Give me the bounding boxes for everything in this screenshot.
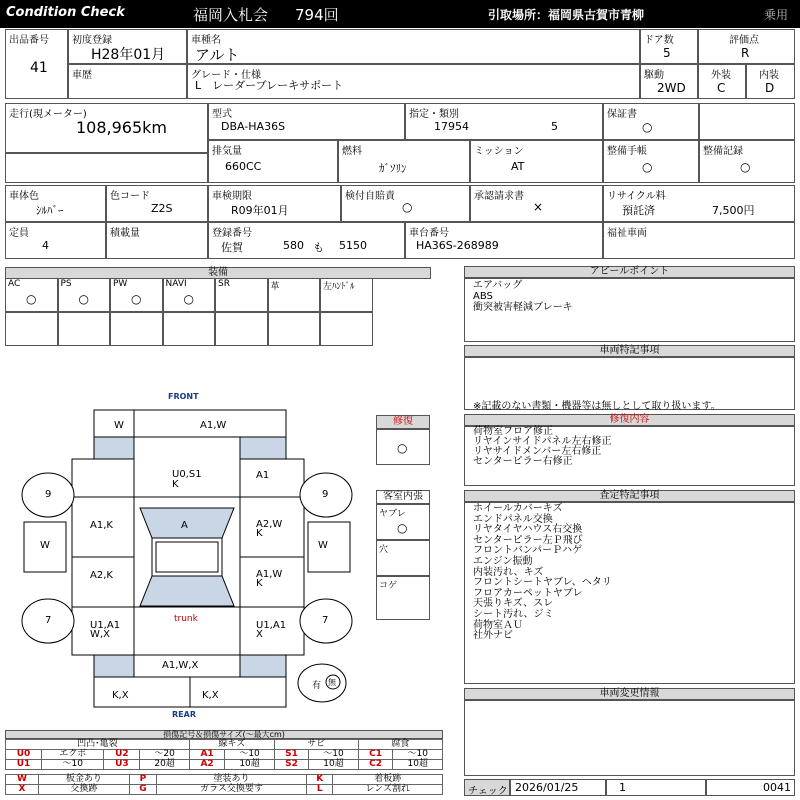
front-label: FRONT: [168, 392, 199, 401]
approval-cell: [470, 185, 603, 222]
color-cell: [5, 185, 106, 222]
door-fr-code: A2,W K: [256, 519, 283, 539]
check-label-cell: [464, 779, 510, 796]
plate-region: 佐賀: [221, 241, 243, 254]
legend-cell: L: [306, 785, 333, 795]
equipment-extra-cell: [110, 312, 163, 346]
appeal-line: 衝突被害軽減ブレーキ: [473, 302, 573, 313]
approval-value: ×: [533, 200, 544, 214]
score-cell: [698, 29, 795, 64]
change-box: [464, 700, 795, 776]
repair-line: リヤインサイドパネル左右修正: [473, 436, 612, 447]
legend-cell: X: [6, 785, 39, 795]
legend-header-scratch: 線キズ: [189, 740, 274, 750]
class-value: 5: [551, 120, 558, 133]
check-date-cell: [510, 779, 606, 796]
repair-flag-box: [376, 429, 430, 465]
drive-value: 2WD: [657, 81, 686, 95]
tire-fl-code: 9: [45, 489, 52, 500]
legend-cell: 20超: [140, 760, 189, 770]
equipment-title: 装備: [5, 267, 431, 279]
inspection-value: R09年01月: [231, 204, 289, 217]
header-bar: [0, 0, 800, 28]
legend-cell: 塗装あり: [157, 775, 307, 785]
mission-label: ミッション: [474, 146, 524, 157]
model-name-cell: [187, 29, 640, 64]
first-reg-value: H28年01月: [91, 47, 166, 63]
note-line: 社外ナビ: [473, 630, 513, 642]
manual-cell: [603, 140, 699, 183]
history-label: 車歴: [72, 70, 92, 81]
repair-line: 荷物室フロア修正: [473, 426, 553, 437]
color-value: ｼﾙﾊﾞｰ: [36, 204, 64, 217]
legend-cell: レンズ割れ: [333, 785, 443, 795]
record-value: ○: [740, 160, 751, 174]
auction-lot: 794回: [295, 6, 339, 24]
doors-label: ドア数: [644, 35, 674, 46]
special-box: [464, 357, 795, 410]
inspection-label: 車検期限: [212, 191, 252, 202]
equipment-item-value: ○: [131, 292, 142, 306]
record-label: 整備記録: [703, 146, 743, 157]
repair-line: リヤサイドメンバー左右修正: [473, 446, 602, 457]
door-rr-code: A1,W K: [256, 569, 283, 589]
front-bumper-code: A1,W: [200, 420, 227, 431]
recycle-status: 預託済: [622, 204, 655, 217]
legend-cell: 〜20: [140, 750, 189, 760]
plate-label: 登録番号: [212, 228, 252, 239]
equipment-item-value: ○: [183, 292, 194, 306]
first-reg-cell: [68, 29, 187, 64]
type-cell: [208, 103, 405, 140]
color-code-value: Z2S: [151, 202, 173, 215]
legend-cell: K: [306, 775, 333, 785]
grade-label: グレード・仕様: [191, 70, 261, 81]
auction-name: 福岡入札会: [193, 6, 269, 24]
equipment-item: [110, 278, 163, 312]
fuel-cell: [338, 140, 470, 183]
lot-cell: [5, 29, 68, 99]
legend-cell: W: [6, 775, 39, 785]
grade-cell: [187, 64, 640, 99]
equipment-extra-cell: [268, 312, 321, 346]
legend-cell: 交換跡: [39, 785, 130, 795]
mileage-value: 108,965km: [76, 118, 168, 137]
legend-cell: G: [129, 785, 156, 795]
legend-cell: 着板跡: [333, 775, 443, 785]
note-line: 荷物室ＡＵ: [473, 619, 523, 631]
equipment-extra-cell: [163, 312, 216, 346]
chassis-cell: [405, 222, 603, 259]
equipment-item-label: 革: [270, 282, 280, 292]
tax-value: ○: [402, 200, 413, 214]
load-cell: [106, 222, 208, 259]
legend-cell: 板金あり: [39, 775, 130, 785]
capacity-cell: [5, 222, 106, 259]
fender-right-code: A1: [256, 470, 270, 481]
record-cell: [699, 140, 795, 183]
spare-code: 有: [312, 681, 322, 691]
legend-cell: 10超: [309, 760, 358, 770]
special-note: ※記載のない書類・機器等は無しとして取り扱います。: [473, 401, 721, 412]
load-label: 積載量: [110, 228, 140, 239]
grade-value: L レーダーブレーキサポート: [195, 79, 344, 92]
check-date: 2026/01/25: [515, 781, 579, 794]
special-title: 車両特記事項: [464, 345, 795, 357]
legend-cell: 〜10: [42, 760, 104, 770]
equipment-extra-cell: [58, 312, 111, 346]
exterior-cell: [698, 64, 746, 99]
legend-cell: C2: [358, 760, 393, 770]
note-line: フロントバンパーＰハゲ: [473, 545, 583, 557]
rear-label: REAR: [172, 710, 196, 719]
legend-cell: 10超: [225, 760, 274, 770]
equipment-item: [320, 278, 373, 312]
interior-row-1: [376, 504, 430, 540]
legend-header-dent: 凹凸･亀裂: [6, 740, 190, 750]
check-count-cell: [606, 779, 706, 796]
designation-label: 指定・類別: [409, 109, 459, 120]
interior-row-1-label: ヤブレ: [379, 509, 406, 519]
note-line: センターピラー左Ｐ飛び: [473, 534, 583, 546]
appeal-title: アピールポイント: [464, 266, 795, 278]
chassis-value: HA36S-268989: [416, 239, 499, 252]
note-line: シート汚れ、ジミ: [473, 608, 554, 620]
interior-row-3-label: コゲ: [379, 581, 398, 591]
door-fl-code: A1,K: [90, 520, 113, 531]
type-label: 型式: [212, 109, 232, 120]
drive-label: 駆動: [644, 70, 664, 81]
appeal-box: [464, 278, 795, 342]
plate-number: 5150: [339, 239, 367, 252]
color-code-cell: [106, 185, 208, 222]
car-diagram: [0, 400, 380, 720]
repair-line: センターピラー右修正: [473, 456, 573, 467]
legend-header-corrosion: 腐食: [358, 740, 442, 750]
note-line: ホイールカバーキズ: [473, 503, 563, 514]
equipment-extra-cell: [215, 312, 268, 346]
equipment-item-label: PW: [113, 279, 128, 289]
interior-row-2-label: 穴: [379, 545, 389, 555]
legend-cell: U3: [104, 760, 140, 770]
appeal-line: エアバッグ: [473, 280, 523, 291]
chassis-label: 車台番号: [409, 228, 449, 239]
tire-fr-code: 9: [322, 489, 329, 500]
exterior-label: 外装: [711, 70, 731, 81]
note-line: 天張りキズ、スレ: [473, 598, 554, 610]
quarter-left-code: U1,A1 W,X: [90, 620, 121, 640]
equipment-item-label: NAVI: [165, 279, 187, 289]
legend-cell: S2: [274, 760, 308, 770]
rear-bumper-code: A1,W,X: [162, 660, 199, 671]
equipment-item-value: ○: [78, 292, 89, 306]
interior-cell: [746, 64, 795, 99]
legend-cell: 〜10: [225, 750, 274, 760]
exterior-value: C: [717, 81, 726, 95]
lamp-left-code: W: [114, 420, 124, 431]
equipment-item: [58, 278, 111, 312]
legend-table: [5, 739, 443, 770]
first-reg-label: 初度登録: [72, 35, 112, 46]
equipment-item: [215, 278, 268, 312]
legend-cell: ガラス交換要す: [157, 785, 307, 795]
welfare-cell: [603, 222, 795, 259]
interior-box-title: 客室内張: [376, 490, 430, 504]
note-line: フロントシートヤブレ、ヘタリ: [473, 577, 612, 589]
recycle-amount: 7,500円: [712, 204, 755, 217]
legend-cell: 10超: [393, 760, 443, 770]
rear-panel-right-code: K,X: [202, 690, 219, 701]
tax-label: 検付自賠責: [345, 191, 395, 202]
repair-flag-title: 修復: [376, 415, 430, 429]
model-name-value: アルト: [195, 46, 240, 64]
trunk-label: trunk: [174, 614, 198, 624]
vehicle-category: 乗用: [764, 8, 789, 22]
lot-label: 出品番号: [9, 35, 49, 46]
tire-rr-code: 7: [322, 615, 329, 626]
displacement-label: 排気量: [212, 146, 242, 157]
interior-row-1-value: ○: [397, 521, 408, 535]
displacement-cell: [208, 140, 338, 183]
appeal-line: ABS: [473, 291, 493, 302]
tire-rl-code: 7: [45, 615, 52, 626]
legend-cell: 〜10: [309, 750, 358, 760]
hood-code: U0,S1 K: [172, 469, 202, 490]
quarter-right-code: U1,A1 X: [256, 620, 287, 640]
color-label: 車体色: [9, 191, 39, 202]
interior-row-3: [376, 576, 430, 620]
notes-box: [464, 502, 795, 684]
tax-cell: [341, 185, 470, 222]
type-value: DBA-HA36S: [221, 120, 286, 133]
inspection-cell: [208, 185, 341, 222]
equipment-item: [163, 278, 216, 312]
note-line: エンドパネル交換: [473, 513, 553, 525]
doors-cell: [640, 29, 698, 64]
check-count: 1: [619, 781, 626, 794]
mileage-extra-cell: [5, 153, 208, 183]
color-code-label: 色コード: [110, 191, 150, 202]
score-value: R: [741, 46, 750, 60]
check-code: 0041: [763, 781, 791, 794]
pickup-location: 引取場所：福岡県古賀市青柳: [488, 8, 645, 22]
check-label: チェック: [468, 786, 508, 797]
legend-cell: 〜10: [393, 750, 443, 760]
legend-cell: U0: [6, 750, 42, 760]
legend-cell: A1: [189, 750, 224, 760]
legend-table-2: [5, 774, 443, 795]
mirror-left-code: W: [40, 540, 50, 551]
equipment-extra-cell: [320, 312, 373, 346]
check-code-cell: [706, 779, 795, 796]
legend-cell: P: [129, 775, 156, 785]
interior-value: D: [765, 81, 775, 95]
manual-value: ○: [642, 160, 653, 174]
fuel-label: 燃料: [342, 146, 362, 157]
change-title: 車両変更情報: [464, 688, 795, 700]
legend-cell: U2: [104, 750, 140, 760]
designation-value: 17954: [434, 120, 469, 133]
repair-box: [464, 426, 795, 486]
spare-mark: 無: [328, 678, 336, 687]
note-line: フロアカーペットヤブレ: [473, 587, 583, 599]
manual-label: 整備手帳: [607, 146, 647, 157]
plate-cell: [208, 222, 405, 259]
legend-title: 損傷記号＆損傷サイズ(〜最大cm): [5, 730, 443, 739]
note-line: 内装汚れ、キズ: [473, 566, 544, 578]
warranty-label: 保証書: [607, 109, 637, 120]
legend-cell: エクボ: [42, 750, 104, 760]
history-cell: [68, 64, 187, 99]
fuel-value: ｶﾞｿﾘﾝ: [379, 162, 407, 175]
legend-cell: U1: [6, 760, 42, 770]
lot-value: 41: [30, 60, 48, 76]
equipment-item-label: SR: [218, 279, 230, 289]
drive-cell: [640, 64, 698, 99]
capacity-value: 4: [42, 239, 49, 252]
plate-kana: も: [313, 241, 324, 254]
door-rl-code: A2,K: [90, 570, 113, 581]
equipment-item-label: AC: [8, 279, 21, 289]
mileage-label: 走行(現メーター): [9, 109, 87, 120]
rear-panel-left-code: K,X: [112, 690, 129, 701]
approval-label: 承認請求書: [474, 191, 524, 202]
equipment-item: [5, 278, 58, 312]
mission-value: AT: [511, 160, 525, 173]
note-line: リヤタイヤハウス右交換: [473, 524, 583, 536]
note-line: エンジン振動: [473, 555, 533, 567]
welfare-label: 福祉車両: [607, 228, 647, 239]
equipment-item: [268, 278, 321, 312]
score-label: 評価点: [729, 35, 759, 46]
model-name-label: 車種名: [191, 35, 221, 46]
warranty-cell: [603, 103, 699, 140]
notes-title: 査定特記事項: [464, 490, 795, 502]
recycle-cell: [603, 185, 795, 222]
warranty-value: ○: [642, 120, 653, 134]
interior-row-2: [376, 540, 430, 576]
designation-cell: [405, 103, 603, 140]
mission-cell: [470, 140, 603, 183]
mirror-right-code: W: [318, 540, 328, 551]
capacity-label: 定員: [9, 228, 29, 239]
equipment-extra-cell: [5, 312, 58, 346]
equipment-item-value: ○: [26, 292, 37, 306]
equipment-item-label: 左ﾊﾝﾄﾞﾙ: [323, 282, 355, 292]
mileage-cell: [5, 103, 208, 153]
equipment-grid: [5, 278, 431, 346]
doors-value: 5: [663, 46, 671, 60]
legend-cell: S1: [274, 750, 308, 760]
repair-title: 修復内容: [464, 414, 795, 426]
legend-cell: A2: [189, 760, 224, 770]
displacement-value: 660CC: [225, 160, 262, 173]
plate-class: 580: [283, 239, 304, 252]
legend-cell: C1: [358, 750, 393, 760]
warranty-extra-cell: [699, 103, 795, 140]
brand-title: Condition Check: [6, 5, 125, 20]
interior-label: 内装: [759, 70, 779, 81]
legend-header-rust: サビ: [274, 740, 358, 750]
repair-flag-value: ○: [397, 441, 408, 455]
recycle-label: リサイクル料: [607, 191, 666, 202]
equipment-item-label: PS: [60, 279, 72, 289]
windshield-code: A: [181, 520, 188, 531]
